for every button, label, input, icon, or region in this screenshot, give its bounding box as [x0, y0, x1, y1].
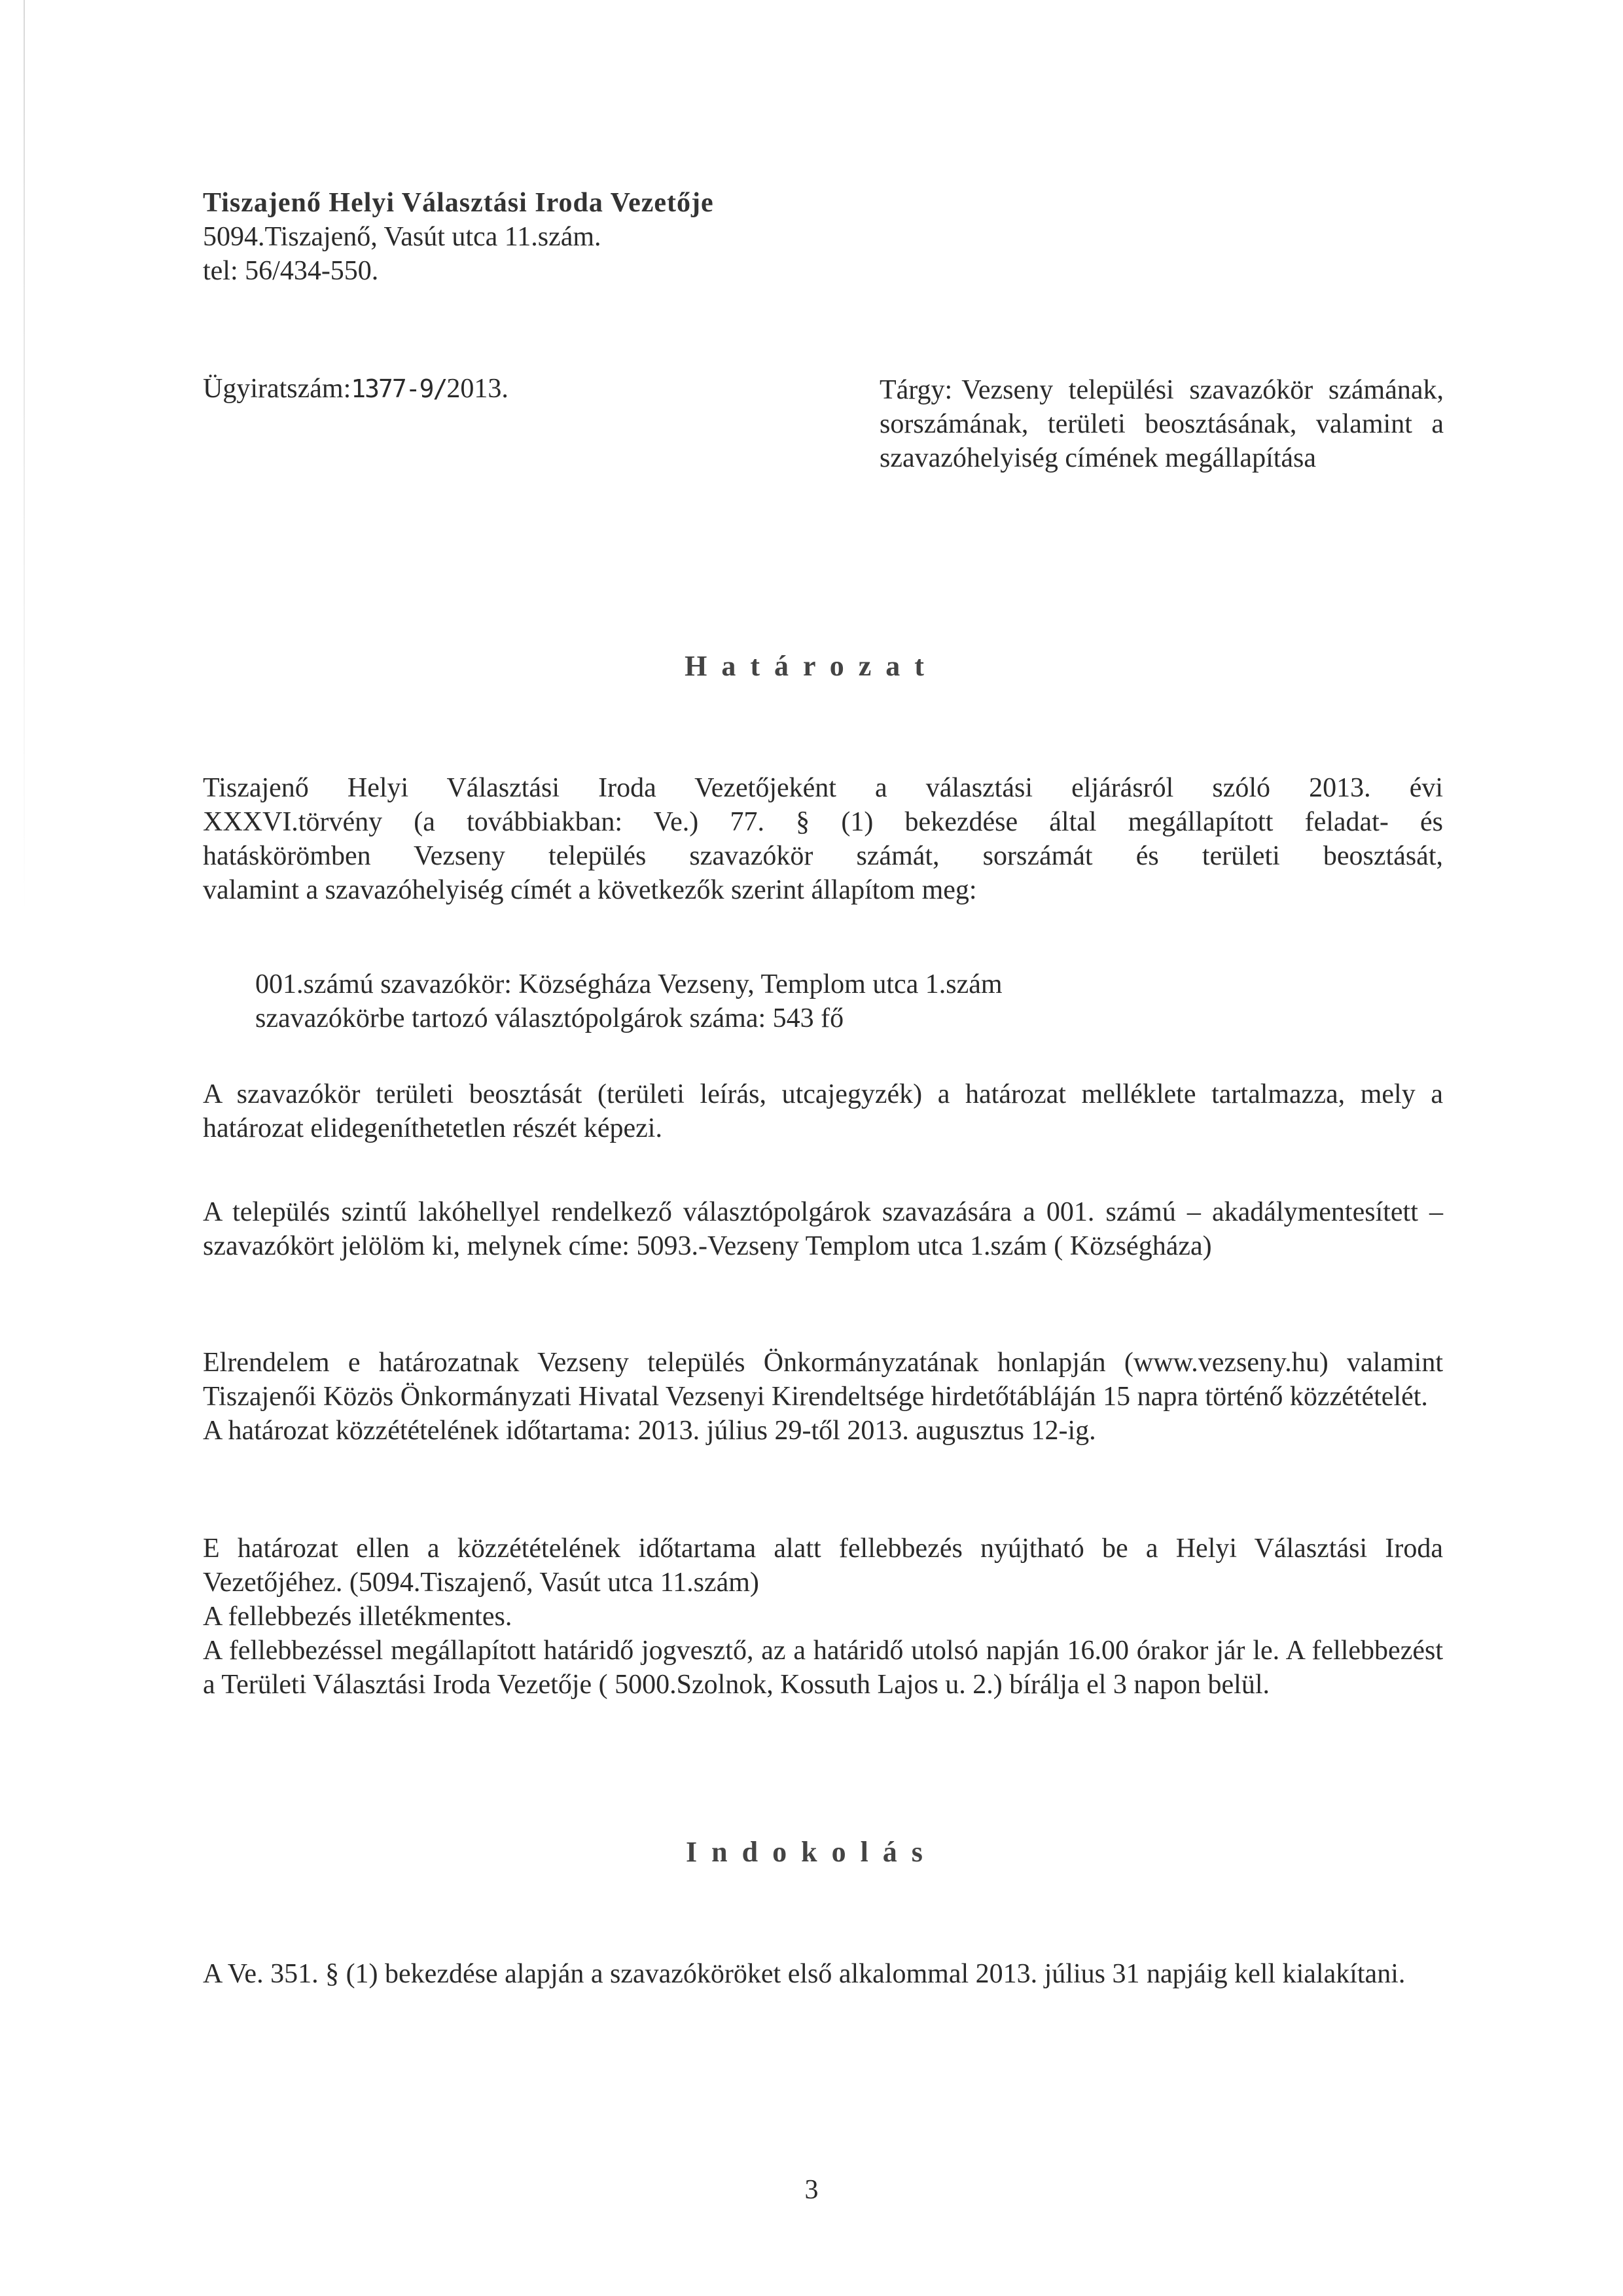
intro-line: valamint a szavazóhelyiség címét a következők szerint állapítom meg:: [203, 875, 977, 905]
annex-paragraph: [203, 1077, 1443, 1145]
appeal-fee-text: A fellebbezés illetékmentes.: [203, 1602, 512, 1632]
appeal-paragraph: [203, 1532, 1443, 1702]
publication-paragraph: [203, 1346, 1443, 1448]
intro-line: XXXVI.törvény (a továbbiakban: Ve.) 77. § (1) bekezdése által megállapított feladat- és: [203, 807, 1443, 837]
page-number: 3: [804, 2175, 819, 2205]
reasoning-text: A Ve. 351. § (1) bekezdése alapján a szavazóköröket első alkalommal 2013. július 31 napjáig kell kialakítani.: [203, 1959, 1406, 1989]
case-number-handwritten: 1377-9/: [351, 374, 447, 403]
reasoning-paragraph: [203, 1957, 1443, 1991]
annex-text: A szavazókör területi beosztását (területi leírás, utcajegyzék) a határozat melléklete tartalmazza, mely a határozat elidegeníthetetlen részét képezi.: [203, 1079, 1443, 1143]
publication-period: A határozat közzétételének időtartama: 2013. július 29-től 2013. augusztus 12-ig.: [203, 1416, 1096, 1446]
publication-text: Elrendelem e határozatnak Vezseny település Önkormányzatának honlapján (www.vezseny.hu) valamint Tiszajenői Közös Önkormányzati Hivatal Vezsenyi Kirendeltsége hirdetőtábláján 15 napra történő közzétételét.: [203, 1348, 1443, 1412]
case-number-label: Ügyiratszám:: [203, 374, 351, 404]
district-voter-count: szavazókörbe tartozó választópolgárok száma: 543 fő: [255, 1003, 844, 1033]
issuer-phone: tel: 56/434-550.: [203, 256, 379, 286]
subject-label: Tárgy:: [880, 375, 953, 405]
scan-margin-line: [24, 0, 25, 916]
subject-text: Vezseny települési szavazókör számának, sorszámának, területi beosztásának, valamint a szavazóhelyiség címének megállapítása: [880, 375, 1444, 473]
intro-paragraph: [203, 771, 1443, 907]
reasoning-heading: Indokolás: [686, 1836, 937, 1868]
district-block: [203, 967, 1443, 1035]
accessible-station-paragraph: [203, 1195, 1443, 1263]
letterhead: [203, 186, 714, 288]
decision-heading: Határozat: [685, 650, 938, 682]
appeal-text: E határozat ellen a közzétételének időtartama alatt fellebbezés nyújtható be a Helyi Választási Iroda Vezetőjéhez. (5094.Tiszajenő, Vasút utca 11.szám): [203, 1534, 1443, 1598]
case-number-year: 2013.: [446, 374, 508, 404]
appeal-deadline-text: A fellebbezéssel megállapított határidő jogvesztő, az a határidő utolsó napján 16.00 órakor jár le. A fellebbezést a Területi Választási Iroda Vezetője ( 5000.Szolnok, Kossuth Lajos u. 2.) bírálja el 3 napon belül.: [203, 1636, 1443, 1700]
accessible-station-text: A település szintű lakóhellyel rendelkező választópolgárok szavazására a 001. számú – akadálymentesített – szavazókört jelölöm ki, melynek címe: 5093.-Vezseny Templom utca 1.szám ( Községháza): [203, 1197, 1443, 1261]
intro-line: hatáskörömben Vezseny település szavazókör számát, sorszámát és területi beosztását,: [203, 841, 1443, 871]
intro-line: Tiszajenő Helyi Választási Iroda Vezetőjeként a választási eljárásról szóló 2013. évi: [203, 773, 1443, 803]
issuer-address: 5094.Tiszajenő, Vasút utca 11.szám.: [203, 222, 601, 252]
subject-block: [880, 373, 1444, 475]
district-address: 001.számú szavazókör: Községháza Vezseny, Templom utca 1.szám: [255, 969, 1003, 999]
case-number: [203, 373, 508, 404]
issuer-name: Tiszajenő Helyi Választási Iroda Vezetője: [203, 188, 714, 218]
